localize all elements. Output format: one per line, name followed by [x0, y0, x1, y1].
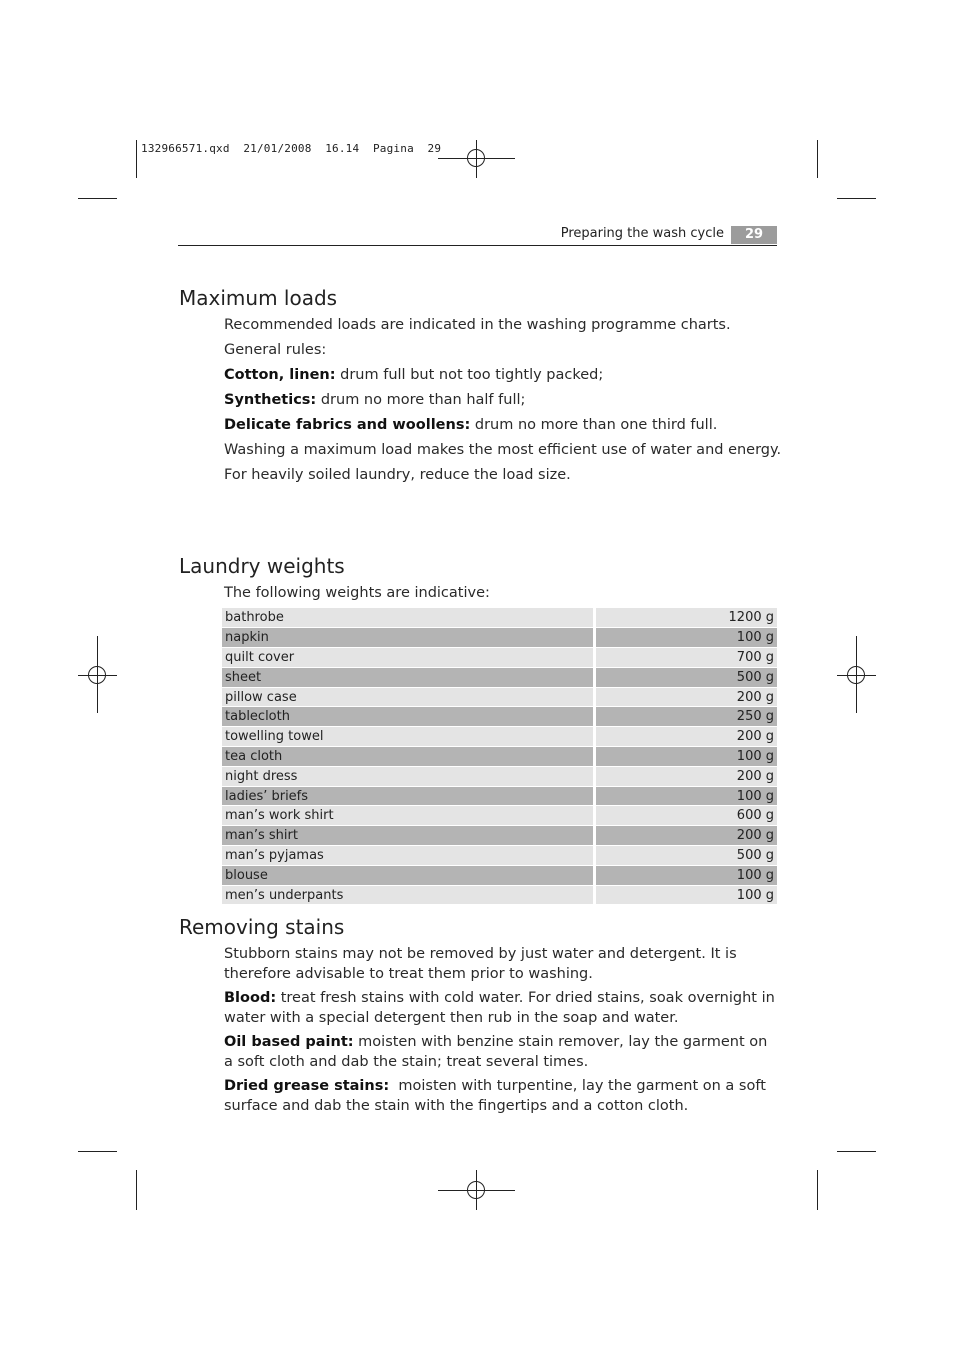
item-weight: 700 g	[594, 648, 777, 668]
table-row	[222, 707, 777, 727]
table-row	[222, 885, 777, 905]
item-weight: 100 g	[594, 747, 777, 767]
item-name: quilt cover	[222, 648, 594, 668]
item-name: bathrobe	[222, 608, 594, 628]
table-row	[222, 865, 777, 885]
item-name: sheet	[222, 667, 594, 687]
stain-text: treat fresh stains with cold water. For dried stains, soak overnight in water with a special detergent then rub in the soap and water.	[224, 990, 775, 1026]
table-row	[222, 846, 777, 866]
stain-blood	[224, 988, 779, 1028]
stain-label: Dried grease stains:	[224, 1078, 390, 1094]
table-row	[222, 786, 777, 806]
stain-label: Blood:	[224, 990, 277, 1006]
table-row	[222, 648, 777, 668]
laundry-weights-table	[222, 608, 777, 905]
table-row	[222, 766, 777, 786]
item-weight: 250 g	[594, 707, 777, 727]
table-row	[222, 628, 777, 648]
rule-synthetics	[224, 390, 525, 410]
item-weight: 200 g	[594, 826, 777, 846]
item-name: ladies’ briefs	[222, 786, 594, 806]
item-weight: 100 g	[594, 885, 777, 905]
rule-label: Delicate fabrics and woollens:	[224, 417, 471, 433]
rule-text: drum no more than half full;	[316, 392, 526, 408]
stain-label: Oil based paint:	[224, 1034, 354, 1050]
item-weight: 200 g	[594, 687, 777, 707]
removing-stains-heading: Removing stains	[179, 915, 345, 939]
stain-dried-grease	[224, 1076, 779, 1116]
table-row	[222, 608, 777, 628]
rule-text: drum no more than one third full.	[470, 417, 718, 433]
item-name: man’s pyjamas	[222, 846, 594, 866]
item-name: blouse	[222, 865, 594, 885]
item-weight: 600 g	[594, 806, 777, 826]
item-weight: 500 g	[594, 846, 777, 866]
running-header-title: Preparing the wash cycle	[560, 226, 724, 241]
table-row	[222, 806, 777, 826]
item-name: tablecloth	[222, 707, 594, 727]
rule-label: Cotton, linen:	[224, 367, 336, 383]
item-weight: 200 g	[594, 766, 777, 786]
maximum-loads-intro: Recommended loads are indicated in the washing programme charts.	[224, 317, 731, 333]
item-name: night dress	[222, 766, 594, 786]
item-name: tea cloth	[222, 747, 594, 767]
item-weight: 100 g	[594, 628, 777, 648]
item-weight: 200 g	[594, 727, 777, 747]
soiled-laundry-note: For heavily soiled laundry, reduce the load size.	[224, 467, 571, 483]
table-row	[222, 747, 777, 767]
item-weight: 500 g	[594, 667, 777, 687]
stains-intro: Stubborn stains may not be removed by just water and detergent. It is therefore advisable to treat them prior to washing.	[224, 946, 737, 982]
item-name: man’s shirt	[222, 826, 594, 846]
rule-label: Synthetics:	[224, 392, 317, 408]
item-weight: 100 g	[594, 786, 777, 806]
table-row	[222, 667, 777, 687]
item-name: pillow case	[222, 687, 594, 707]
item-name: men’s underpants	[222, 885, 594, 905]
general-rules-label: General rules:	[224, 342, 327, 358]
table-row	[222, 826, 777, 846]
maximum-loads-heading: Maximum loads	[179, 286, 338, 310]
item-name: man’s work shirt	[222, 806, 594, 826]
table-row	[222, 687, 777, 707]
rule-delicates	[224, 415, 717, 435]
laundry-weights-intro: The following weights are indicative:	[224, 585, 490, 601]
rule-text: drum full but not too tightly packed;	[335, 367, 604, 383]
page-number: 29	[731, 226, 777, 244]
header-rule	[178, 245, 777, 246]
max-load-note: Washing a maximum load makes the most efficient use of water and energy.	[224, 442, 782, 458]
rule-cotton	[224, 365, 603, 385]
item-weight: 1200 g	[594, 608, 777, 628]
item-name: towelling towel	[222, 727, 594, 747]
stain-text: moisten with turpentine, lay the garment on a soft surface and dab the stain with the fingertips and a cotton cloth.	[224, 1078, 771, 1114]
table-row	[222, 727, 777, 747]
print-slug: 132966571.qxd 21/01/2008 16.14 Pagina 29	[141, 142, 442, 155]
item-weight: 100 g	[594, 865, 777, 885]
stain-text: moisten with benzine stain remover, lay the garment on a soft cloth and dab the stain; treat several times.	[224, 1034, 768, 1070]
item-name: napkin	[222, 628, 594, 648]
stain-oil-paint	[224, 1032, 779, 1072]
laundry-weights-heading: Laundry weights	[179, 554, 345, 578]
